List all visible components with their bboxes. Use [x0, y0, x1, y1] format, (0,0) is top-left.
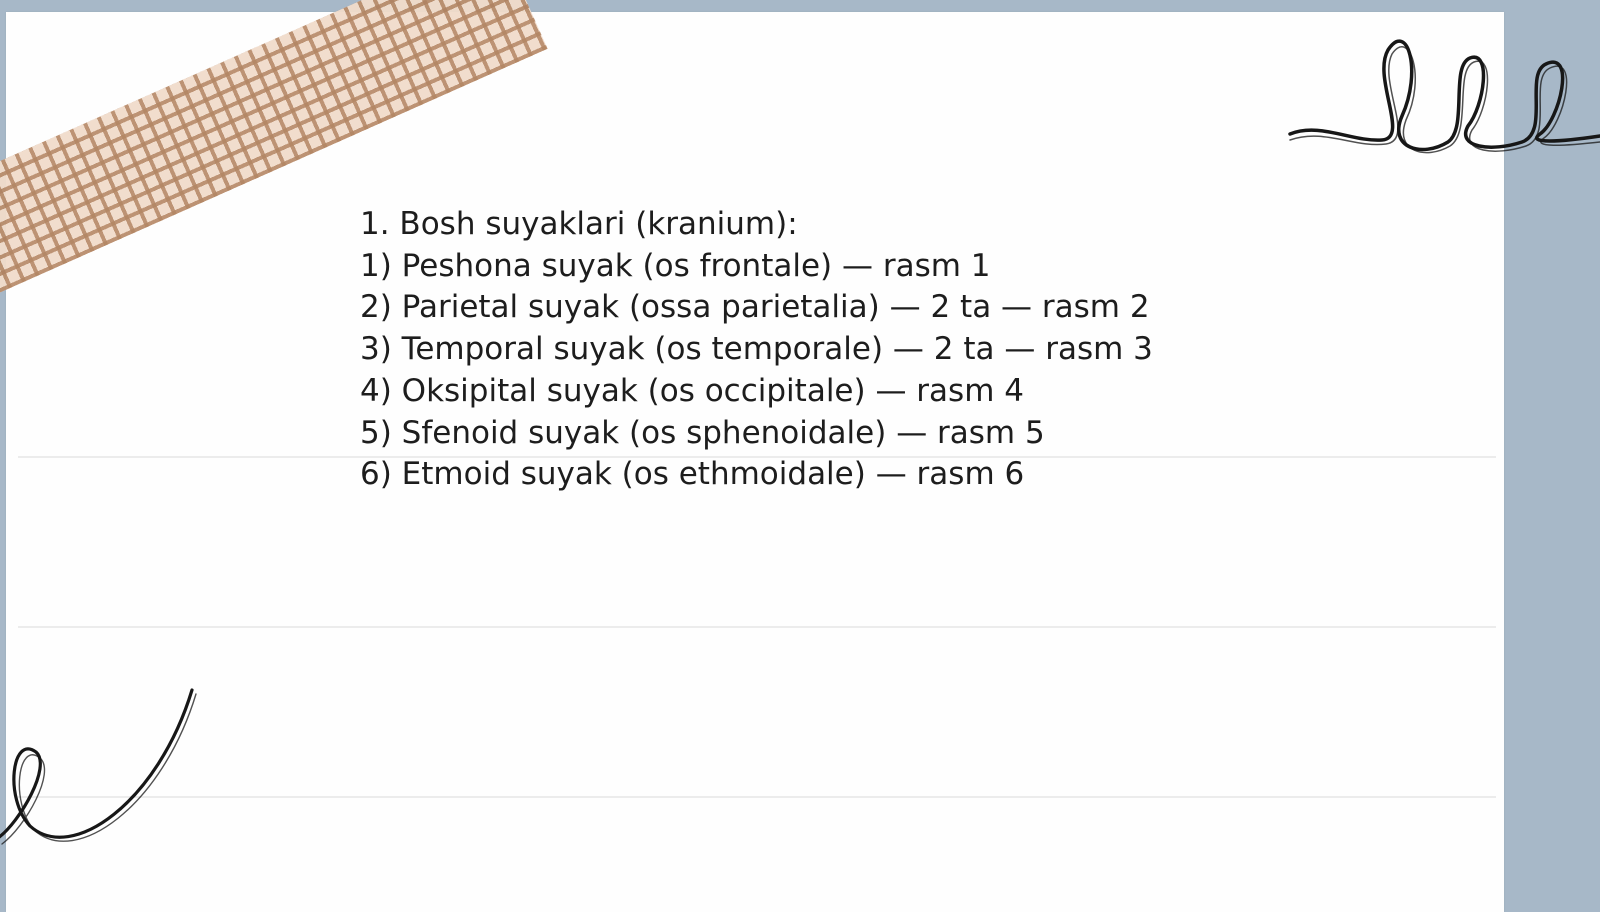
list-item-frontal: 1) Peshona suyak (os frontale) — rasm 1 [360, 247, 991, 284]
list-item-parietal: 2) Parietal suyak (ossa parietalia) — 2 ta — rasm 2 [360, 289, 1150, 326]
loop-scribble-icon [1290, 30, 1600, 170]
ruled-line [18, 626, 1496, 628]
list-item-sphenoid: 5) Sfenoid suyak (os sphenoidale) — rasm 5 [360, 414, 1045, 451]
list-item-ethmoid: 6) Etmoid suyak (os ethmoidale) — rasm 6 [360, 456, 1025, 493]
list-item-occipital: 4) Oksipital suyak (os occipitale) — rasm 4 [360, 372, 1024, 409]
swirl-scribble-icon [0, 690, 210, 850]
slide-content [360, 204, 1260, 496]
list-item-temporal: 3) Temporal suyak (os temporale) — 2 ta — rasm 3 [360, 331, 1153, 368]
ruled-line [18, 796, 1496, 798]
section-heading: 1. Bosh suyaklari (kranium): [360, 206, 798, 242]
